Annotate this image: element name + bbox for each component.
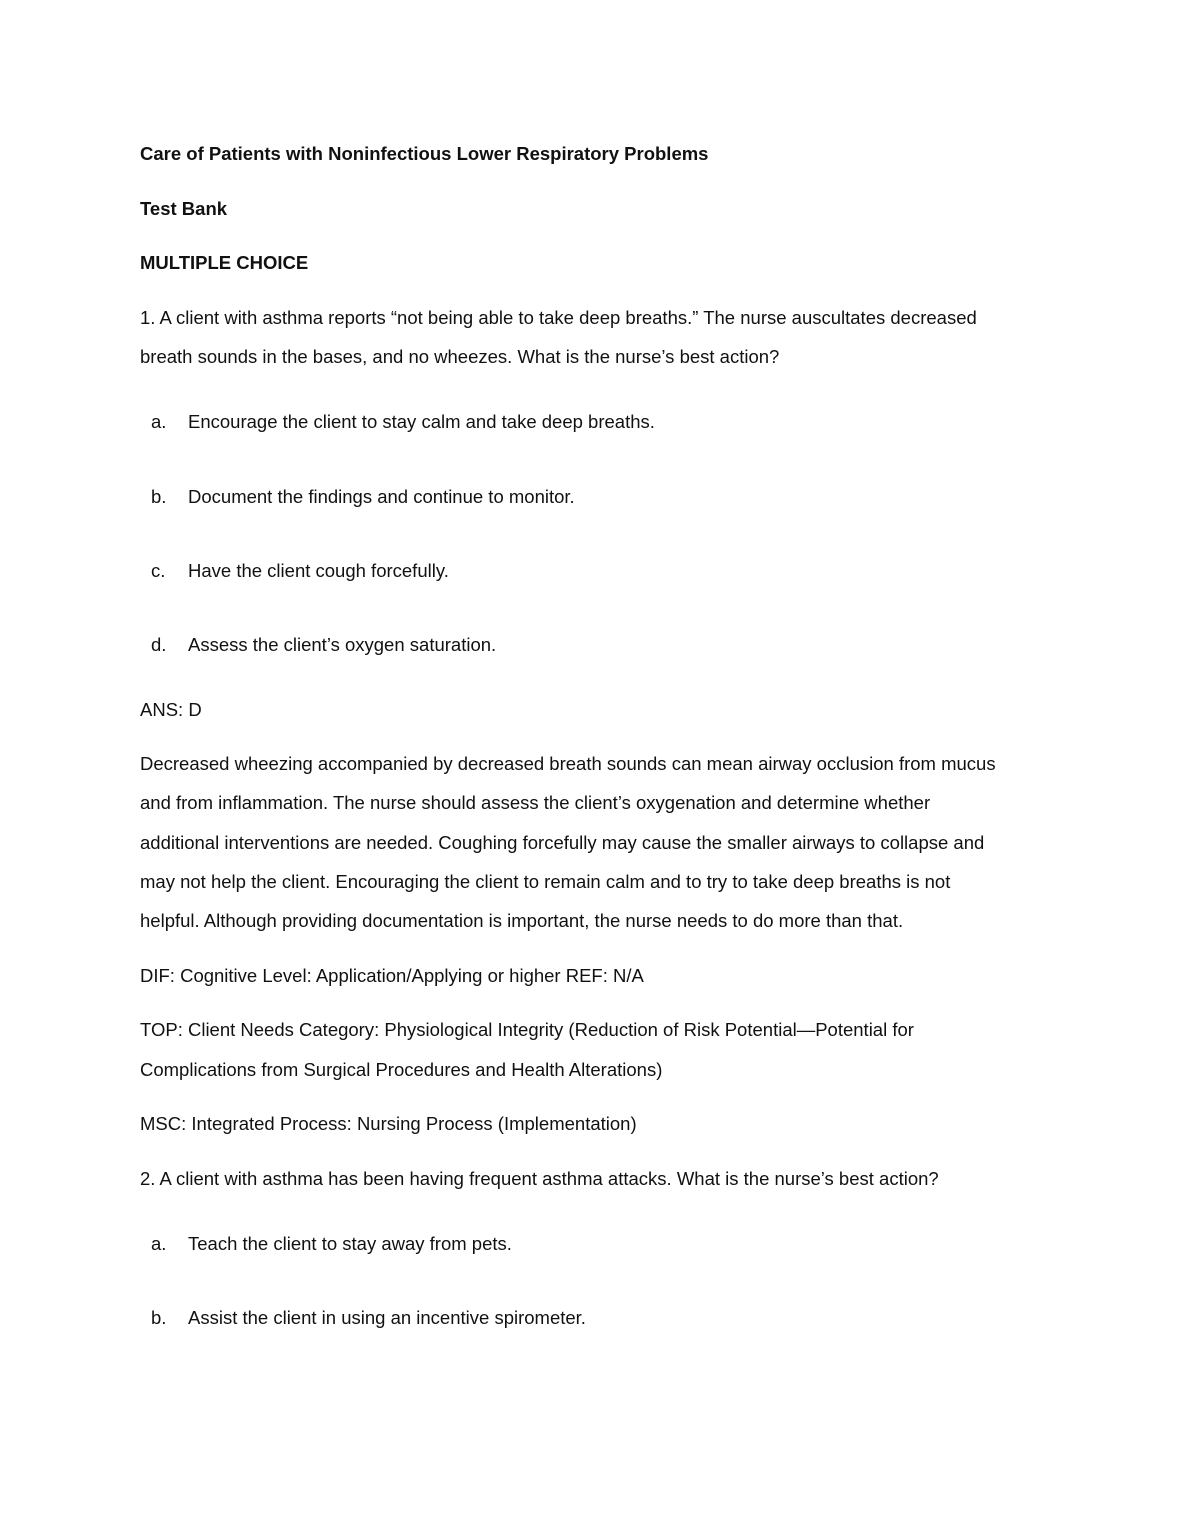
option-text: Encourage the client to stay calm and take deep breaths. xyxy=(188,411,655,432)
option-letter: c. xyxy=(151,560,166,581)
process-meta: MSC: Integrated Process: Nursing Process (Implementation) xyxy=(140,1113,637,1134)
option-text: Have the client cough forcefully. xyxy=(188,560,449,581)
option-letter: b. xyxy=(151,486,167,507)
option-letter: a. xyxy=(151,1233,167,1254)
topic-meta-line: Complications from Surgical Procedures and Health Alterations) xyxy=(140,1059,663,1080)
difficulty-meta: DIF: Cognitive Level: Application/Applying or higher REF: N/A xyxy=(140,965,644,986)
option-text: Teach the client to stay away from pets. xyxy=(188,1233,512,1254)
option-letter: d. xyxy=(151,634,167,655)
option-text: Assist the client in using an incentive spirometer. xyxy=(188,1307,586,1328)
question-stem-line: breath sounds in the bases, and no wheezes. What is the nurse’s best action? xyxy=(140,346,780,367)
option-letter: b. xyxy=(151,1307,167,1328)
question-stem-line: 1. A client with asthma reports “not being able to take deep breaths.” The nurse auscultates decreased xyxy=(140,307,977,328)
rationale-line: additional interventions are needed. Coughing forcefully may cause the smaller airways to collapse and xyxy=(140,832,985,853)
rationale-line: may not help the client. Encouraging the client to remain calm and to try to take deep breaths is not xyxy=(140,871,951,892)
topic-meta-line: TOP: Client Needs Category: Physiological Integrity (Reduction of Risk Potential—Potential for xyxy=(140,1019,914,1040)
option-letter: a. xyxy=(151,411,167,432)
rationale-line: and from inflammation. The nurse should assess the client’s oxygenation and determine whether xyxy=(140,792,931,813)
section-heading: MULTIPLE CHOICE xyxy=(140,252,309,273)
answer-key: ANS: D xyxy=(140,699,202,720)
option-text: Document the findings and continue to monitor. xyxy=(188,486,575,507)
option-text: Assess the client’s oxygen saturation. xyxy=(188,634,497,655)
rationale-line: helpful. Although providing documentation is important, the nurse needs to do more than that. xyxy=(140,910,904,931)
document-title: Care of Patients with Noninfectious Lower Respiratory Problems xyxy=(140,143,709,164)
question-stem-line: 2. A client with asthma has been having frequent asthma attacks. What is the nurse’s best action? xyxy=(140,1168,939,1189)
rationale-line: Decreased wheezing accompanied by decreased breath sounds can mean airway occlusion from mucus xyxy=(140,753,996,774)
document-subtitle: Test Bank xyxy=(140,198,228,219)
